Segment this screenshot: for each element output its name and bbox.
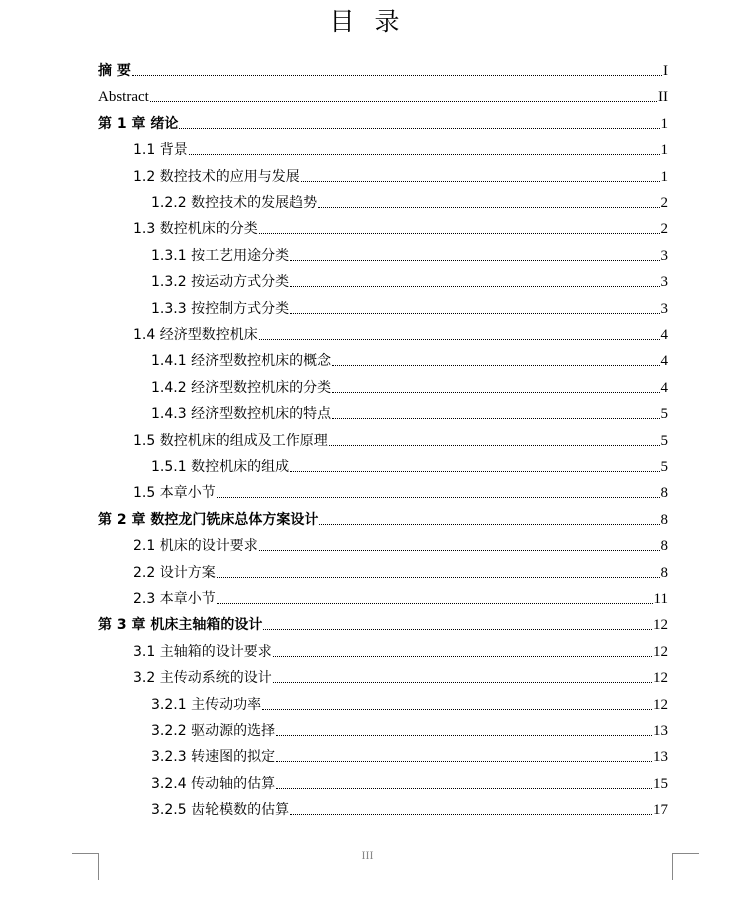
toc-entry[interactable] (151, 190, 668, 212)
toc-entry[interactable] (133, 586, 668, 608)
toc-leader-dots (259, 549, 660, 551)
toc-entry-page-number: 1 (660, 115, 668, 132)
toc-entry-title: 3.2.5 齿轮模数的估算 (151, 802, 290, 819)
page-title: 目 录 (329, 7, 406, 36)
toc-entry-page-number: 17 (653, 802, 668, 819)
toc-entry[interactable] (133, 164, 668, 186)
toc-entry-title: 1.5.1 数控机床的组成 (151, 459, 290, 475)
toc-leader-dots (276, 734, 652, 736)
toc-entry-title: 1.4.3 经济型数控机床的特点 (151, 406, 332, 423)
toc-entry-title: 2.2 设计方案 (133, 564, 216, 581)
toc-entry[interactable] (151, 692, 668, 714)
toc-entry-title: 1.5 本章小节 (133, 485, 216, 502)
toc-leader-dots (290, 259, 659, 261)
toc-leader-dots (332, 417, 659, 419)
toc-entry[interactable] (98, 111, 668, 133)
toc-entry-title: 1.2.2 数控技术的发展趋势 (151, 195, 318, 211)
toc-leader-dots (263, 628, 652, 630)
toc-entry-page-number: 8 (660, 538, 668, 555)
toc-entry[interactable] (133, 322, 668, 344)
toc-leader-dots (329, 444, 660, 446)
toc-entry-title: 1.4.1 经济型数控机床的概念 (151, 353, 332, 370)
toc-entry[interactable] (133, 428, 668, 450)
toc-entry-page-number: 5 (660, 406, 668, 423)
toc-entry[interactable] (133, 137, 668, 159)
toc-entry[interactable] (133, 533, 668, 555)
toc-entry-page-number: I (663, 63, 668, 79)
toc-leader-dots (290, 285, 659, 287)
toc-leader-dots (318, 206, 659, 208)
toc-entry-title: 3.2.3 转速图的拟定 (151, 749, 276, 766)
toc-entry-page-number: 8 (660, 485, 668, 502)
toc-entry-page-number: 4 (660, 379, 668, 396)
toc-entry-page-number: 12 (653, 643, 668, 660)
toc-leader-dots (273, 681, 652, 683)
toc-entry-page-number: II (658, 89, 668, 106)
toc-entry-title: 1.3.3 按控制方式分类 (151, 300, 290, 317)
toc-leader-dots (179, 127, 659, 129)
page-number-footer: III (361, 848, 374, 862)
toc-leader-dots (217, 496, 660, 498)
toc-entry-page-number: 1 (660, 168, 668, 185)
toc-entry[interactable] (98, 84, 668, 106)
toc-entry-title: 1.2 数控技术的应用与发展 (133, 168, 300, 185)
toc-entry[interactable] (98, 507, 668, 529)
toc-entry[interactable] (151, 401, 668, 423)
toc-entry-page-number: 1 (660, 142, 668, 159)
toc-leader-dots (259, 338, 660, 340)
toc-entry-title: Abstract (98, 89, 149, 106)
toc-leader-dots (301, 180, 660, 182)
toc-leader-dots (132, 74, 662, 76)
toc-entry-title: 1.3.2 按运动方式分类 (151, 274, 290, 291)
toc-entry[interactable] (133, 216, 668, 238)
toc-entry-title: 1.5 数控机床的组成及工作原理 (133, 432, 328, 449)
toc-entry-page-number: 11 (653, 591, 668, 607)
toc-entry[interactable] (133, 665, 668, 687)
toc-entry[interactable] (151, 375, 668, 397)
toc-entry[interactable] (151, 348, 668, 370)
toc-entry-title: 2.3 本章小节 (133, 591, 216, 607)
toc-entry-title: 3.2.1 主传动功率 (151, 696, 262, 713)
toc-leader-dots (332, 364, 659, 366)
toc-entry-page-number: 2 (660, 221, 668, 238)
toc-leader-dots (290, 470, 659, 472)
toc-entry-title: 1.3 数控机床的分类 (133, 221, 258, 238)
toc-entry-title: 1.4.2 经济型数控机床的分类 (151, 379, 332, 396)
toc-leader-dots (290, 813, 652, 815)
toc-leader-dots (332, 391, 659, 393)
page-corner-mark-left (72, 853, 99, 880)
toc-leader-dots (276, 787, 652, 789)
toc-entry-page-number: 4 (660, 327, 668, 343)
toc-entry[interactable] (151, 797, 668, 819)
toc-leader-dots (189, 153, 660, 155)
toc-leader-dots (262, 708, 652, 710)
toc-entry-title: 2.1 机床的设计要求 (133, 538, 258, 555)
toc-entry-title: 3.2 主传动系统的设计 (133, 670, 272, 687)
toc-entry-page-number: 3 (660, 274, 668, 291)
toc-leader-dots (259, 232, 660, 234)
toc-entry-title: 第 1 章 绪论 (98, 115, 179, 132)
toc-entry[interactable] (133, 480, 668, 502)
toc-entry[interactable] (151, 718, 668, 740)
toc-entry[interactable] (151, 744, 668, 766)
toc-entry-page-number: 12 (653, 696, 668, 713)
toc-entry-title: 1.3.1 按工艺用途分类 (151, 247, 290, 264)
toc-entry-title: 1.1 背景 (133, 142, 188, 159)
toc-entry[interactable] (151, 296, 668, 318)
toc-leader-dots (273, 655, 652, 657)
toc-leader-dots (319, 523, 659, 525)
toc-leader-dots (217, 576, 660, 578)
toc-entry-page-number: 4 (660, 353, 668, 370)
toc-entry[interactable] (151, 771, 668, 793)
toc-leader-dots (150, 100, 657, 102)
toc-entry-page-number: 2 (660, 195, 668, 211)
toc-entry[interactable] (151, 454, 668, 476)
toc-leader-dots (290, 312, 659, 314)
toc-entry-page-number: 13 (653, 749, 668, 766)
toc-entry-title: 摘 要 (98, 63, 131, 79)
toc-entry[interactable] (151, 269, 668, 291)
page-corner-mark-right (672, 853, 699, 880)
toc-entry-title: 第 2 章 数控龙门铣床总体方案设计 (98, 511, 319, 528)
toc-entry-page-number: 5 (660, 459, 668, 475)
toc-entry-title: 第 3 章 机床主轴箱的设计 (98, 617, 263, 634)
toc-entry-page-number: 12 (653, 670, 668, 687)
toc-entry-page-number: 3 (660, 247, 668, 264)
toc-entry-page-number: 8 (660, 564, 668, 581)
toc-entry-title: 3.2.2 驱动源的选择 (151, 723, 276, 739)
toc-entry[interactable] (133, 639, 668, 661)
toc-entry-page-number: 12 (653, 617, 668, 634)
toc-entry-page-number: 13 (653, 723, 668, 739)
toc-entry-page-number: 5 (660, 432, 668, 449)
toc-leader-dots (217, 602, 653, 604)
toc-entry-page-number: 8 (660, 511, 668, 528)
toc-entry-page-number: 15 (653, 775, 668, 792)
toc-entry[interactable] (98, 58, 668, 80)
toc-leader-dots (276, 760, 652, 762)
toc-entry-title: 1.4 经济型数控机床 (133, 327, 258, 343)
toc-entry[interactable] (151, 243, 668, 265)
toc-entry[interactable] (133, 560, 668, 582)
toc-entry[interactable] (98, 612, 668, 634)
toc-entry-title: 3.1 主轴箱的设计要求 (133, 643, 272, 660)
toc-entry-page-number: 3 (660, 300, 668, 317)
toc-entry-title: 3.2.4 传动轴的估算 (151, 775, 276, 792)
